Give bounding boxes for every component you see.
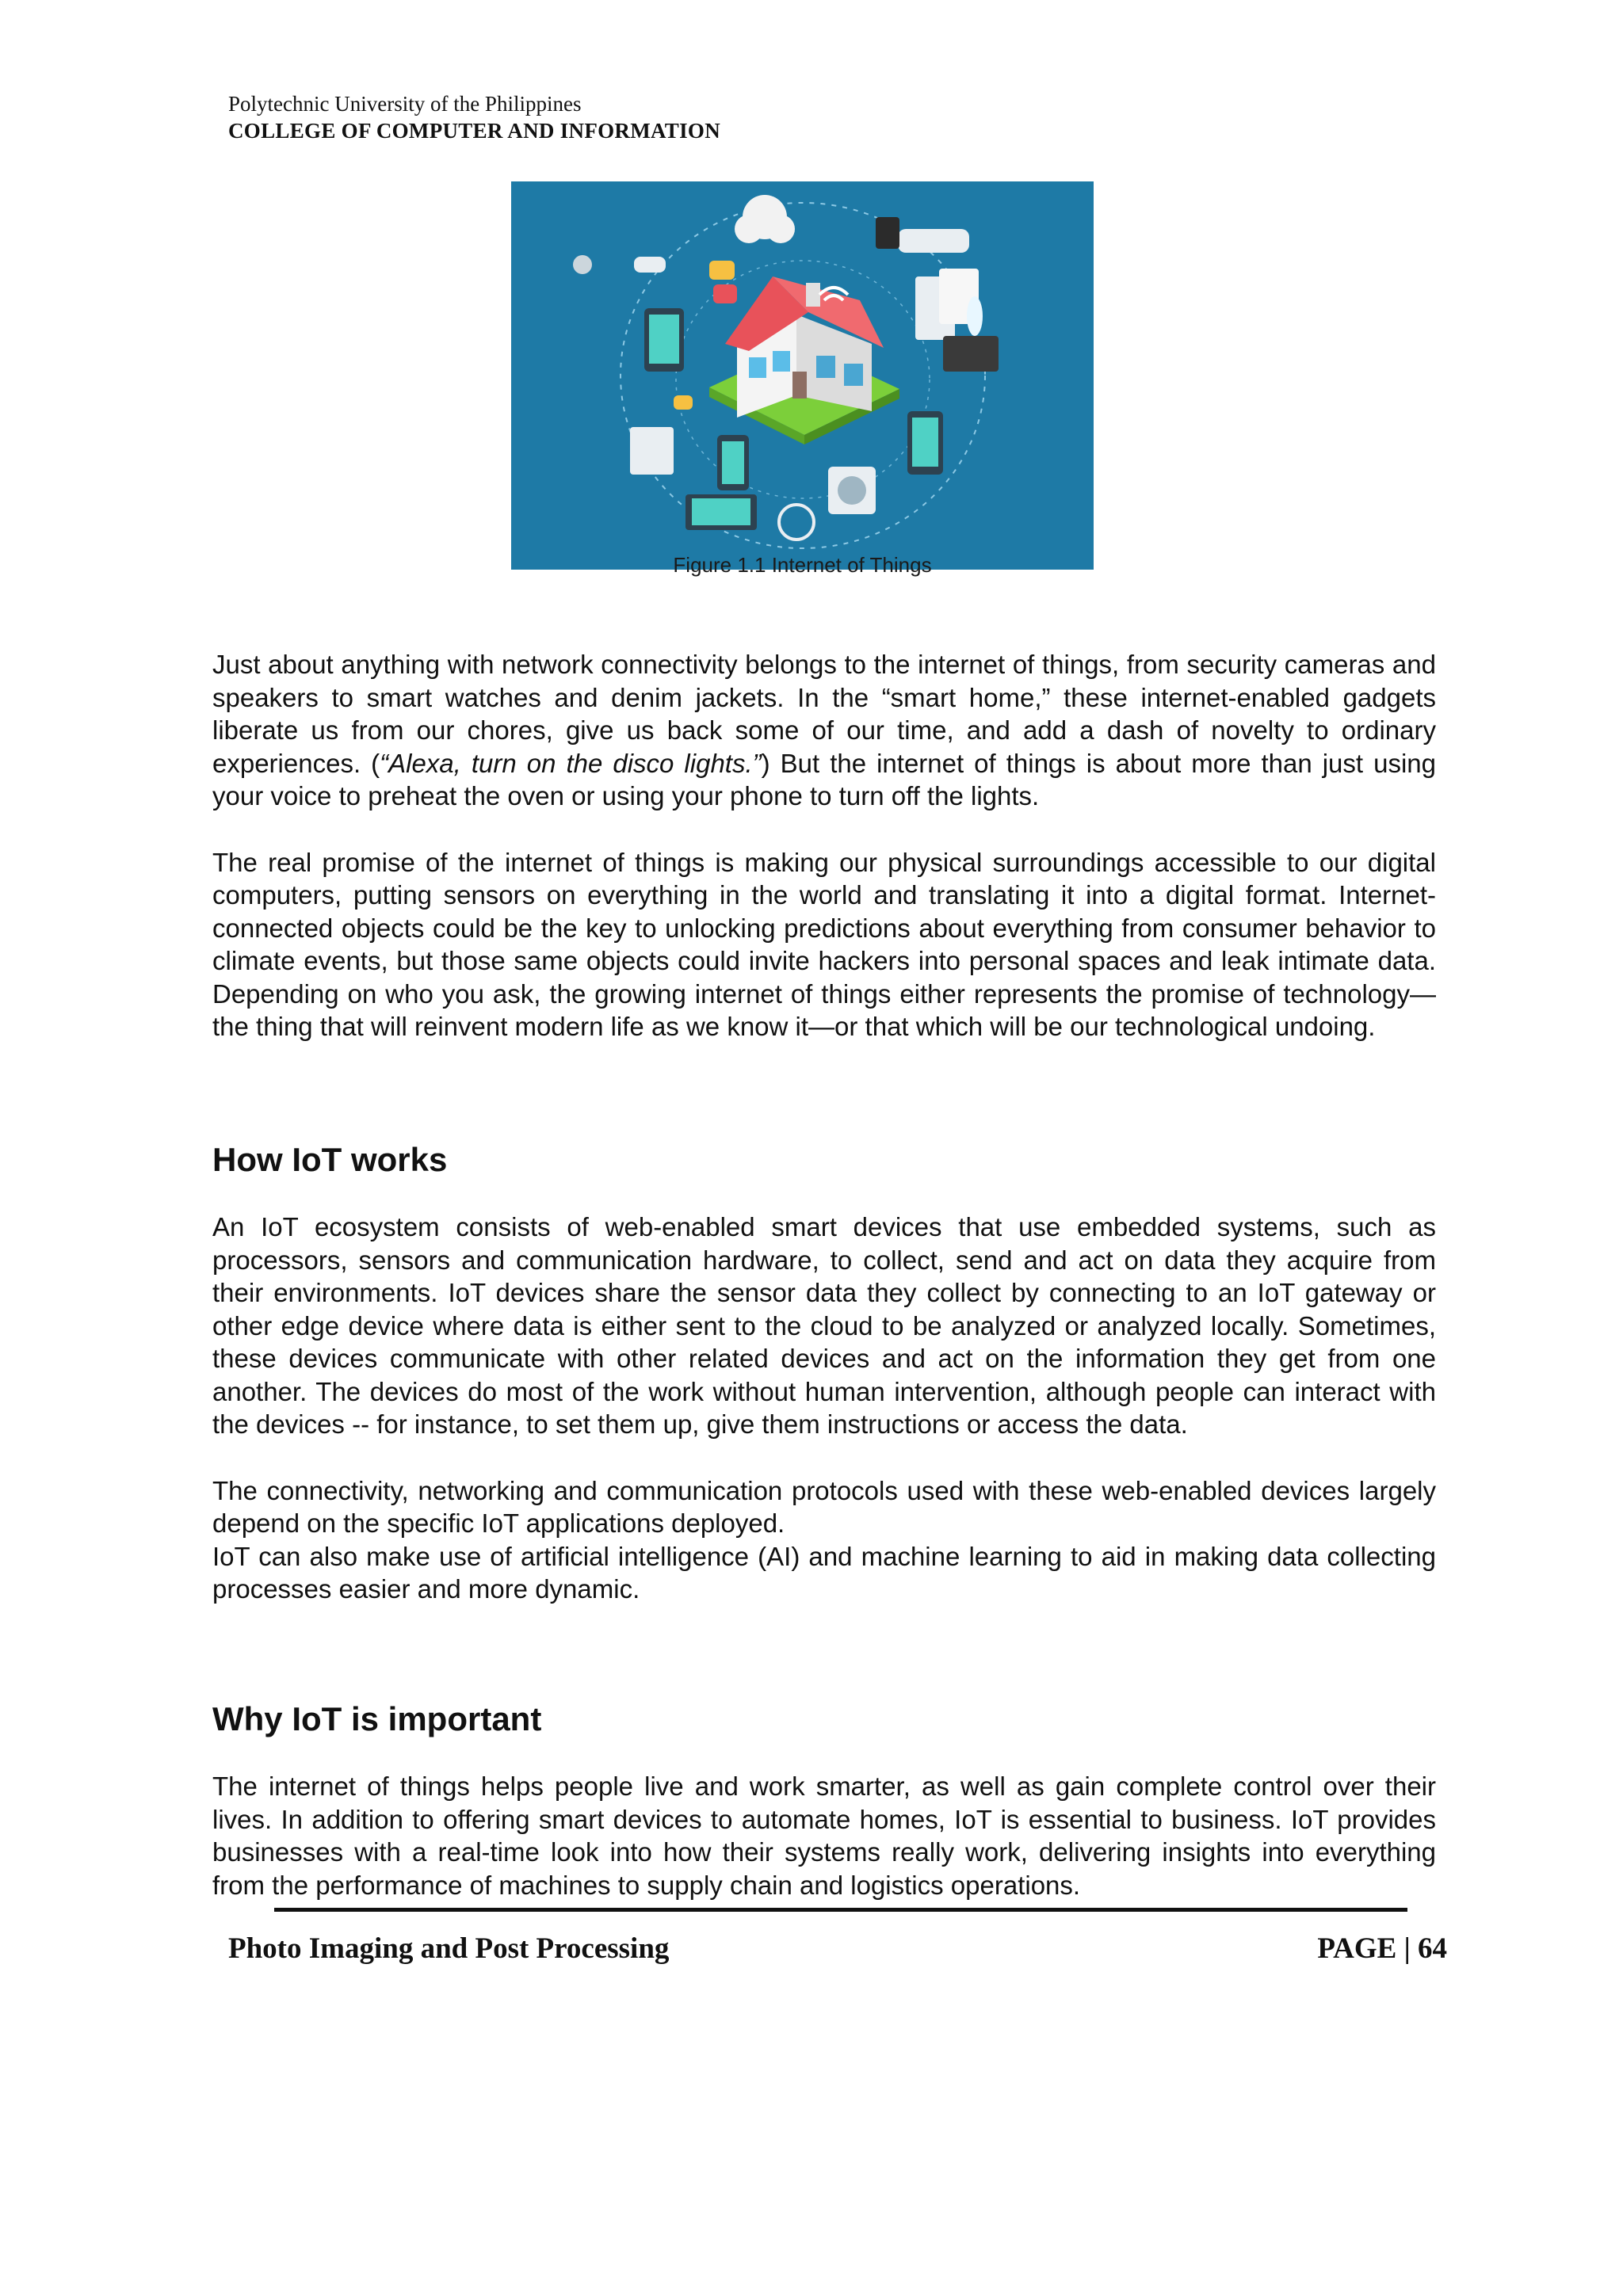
page-number: PAGE | 64	[1317, 1932, 1447, 1965]
figure-caption: Figure 1.1 Internet of Things	[673, 553, 932, 577]
section-why-iot-important	[212, 1700, 1436, 1901]
how-iot-paragraph-2: The connectivity, networking and communication protocols used with these web-enabled devices largely depend on the specific IoT applications deployed.	[212, 1475, 1436, 1538]
intro-section	[212, 648, 1436, 1043]
intro-paragraph-1	[212, 648, 1436, 813]
college-name: COLLEGE OF COMPUTER AND INFORMATION	[228, 119, 721, 143]
section-how-iot-works	[212, 1141, 1436, 1606]
intro-p1-text-b: ) But the internet of things is about more than just using your voice to preheat the oven or using your phone to turn off the lights.	[212, 748, 1436, 810]
page-header	[228, 90, 720, 144]
how-iot-paragraph-3: IoT can also make use of artificial intelligence (AI) and machine learning to aid in making data collecting processes easier and more dynamic.	[212, 1541, 1436, 1604]
section-heading: How IoT works	[212, 1141, 448, 1178]
why-iot-paragraph-1: The internet of things helps people live and work smarter, as well as gain complete control over their lives. In addition to offering smart devices to automate homes, IoT is essential to business. IoT provides businesses with a real-time look into how their systems really work, delivering insights into everything from the performance of machines to supply chain and logistics operations.	[212, 1772, 1436, 1900]
intro-p1-text-a: Just about anything with network connectivity belongs to the internet of things, from security cameras and speakers to smart watches and denim jackets. In the “smart home,” these internet-enabled gadgets liberate us from our chores, give us back some of our time, and add a dash of novelty to ordinary experiences. (	[212, 650, 1436, 778]
intro-paragraph-2: The real promise of the internet of things is making our physical surroundings accessible to our digital computers, putting sensors on everything in the world and translating it into a digital format. Internet-connected objects could be the key to unlocking predictions about everything from consumer behavior to climate events, but those same objects could invite hackers into personal spaces and leak intimate data. Depending on who you ask, the growing internet of things either represents the promise of technology—the thing that will reinvent modern life as we know it—or that which will be our technological undoing.	[212, 847, 1436, 1041]
footer-rule	[274, 1908, 1407, 1912]
alexa-quote: “Alexa, turn on the disco lights.”	[380, 748, 762, 778]
university-name: Polytechnic University of the Philippines	[228, 92, 582, 116]
section-heading: Why IoT is important	[212, 1700, 542, 1737]
iot-illustration	[511, 181, 1094, 570]
footer-course-title: Photo Imaging and Post Processing	[228, 1932, 670, 1965]
how-iot-paragraph-1: An IoT ecosystem consists of web-enabled smart devices that use embedded systems, such as processors, sensors and communication hardware, to collect, send and act on data they acquire from their environments. IoT devices share the sensor data they collect by connecting to an IoT gateway or other edge device where data is either sent to the cloud to be analyzed or analyzed locally. Sometimes, these devices communicate with other related devices and act on the information they get from one another. The devices do most of the work without human intervention, although people can interact with the devices -- for instance, to set them up, give them instructions or access the data.	[212, 1212, 1436, 1439]
